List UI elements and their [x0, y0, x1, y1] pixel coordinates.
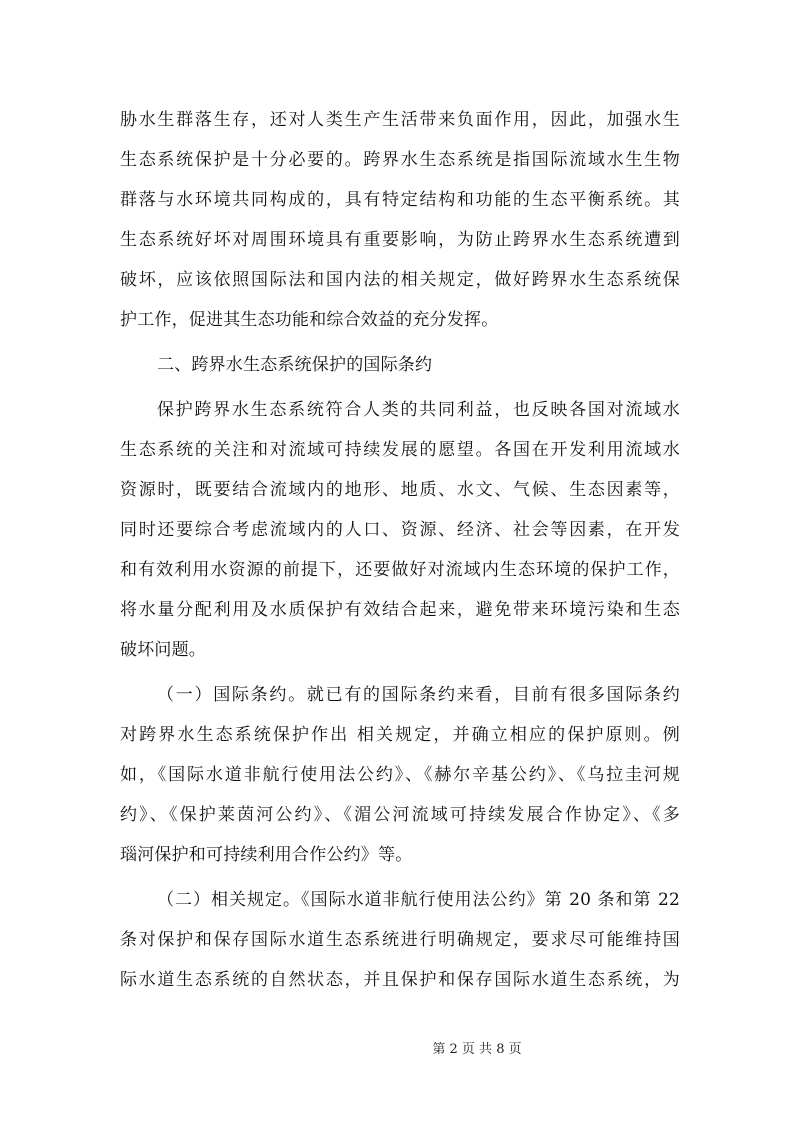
- text-line: 胁水生群落生存，还对人类生产生活带来负面作用，因此，加强水生: [120, 110, 680, 130]
- text-line: （二）相关规定。《国际水道非航行使用法公约》第 20 条和第 22: [157, 890, 680, 910]
- text-line: （一）国际条约。就已有的国际条约来看，目前有很多国际条约: [157, 685, 680, 705]
- text-line: 约》、《保护莱茵河公约》、《湄公河流域可持续发展合作协定》、《多: [120, 805, 680, 825]
- text-line: 生态系统保护是十分必要的。跨界水生态系统是指国际流域水生生物: [120, 150, 680, 170]
- text-line: 破坏，应该依照国际法和国内法的相关规定，做好跨界水生态系统保: [120, 270, 680, 290]
- text-line: 对跨界水生态系统保护作出 相关规定，并确立相应的保护原则。例: [120, 725, 680, 745]
- text-line: 将水量分配利用及水质保护有效结合起来，避免带来环境污染和生态: [120, 600, 680, 620]
- text-line: 瑙河保护和可持续利用合作公约》等。: [120, 845, 413, 865]
- text-line: 护工作，促进其生态功能和综合效益的充分发挥。: [120, 310, 499, 330]
- page-number-footer: 第 2 页 共 8 页: [432, 1042, 522, 1057]
- text-line: 资源时，既要结合流域内的地形、地质、水文、气候、生态因素等，: [120, 480, 680, 500]
- text-line: 际水道生态系统的自然状态，并且保护和保存国际水道生态系统，为: [120, 970, 680, 990]
- text-line: 和有效利用水资源的前提下，还要做好对流域内生态环境的保护工作，: [120, 560, 680, 580]
- text-line: 条对保护和保存国际水道生态系统进行明确规定，要求尽可能维持国: [120, 930, 680, 950]
- text-line: 同时还要综合考虑流域内的人口、资源、经济、社会等因素，在开发: [120, 520, 680, 540]
- text-line: 生态系统的关注和对流域可持续发展的愿望。各国在开发利用流域水: [120, 440, 680, 460]
- text-line: 破坏问题。: [120, 640, 206, 660]
- text-line: 生态系统好坏对周围环境具有重要影响，为防止跨界水生态系统遭到: [120, 230, 680, 250]
- text-line: 群落与水环境共同构成的，具有特定结构和功能的生态平衡系统。其: [120, 190, 680, 210]
- section-heading: 二、跨界水生态系统保护的国际条约: [157, 355, 433, 375]
- text-line: 如，《国际水道非航行使用法公约》、《赫尔辛基公约》、《乌拉圭河规: [120, 765, 680, 785]
- text-line: 保护跨界水生态系统符合人类的共同利益，也反映各国对流域水: [157, 400, 680, 420]
